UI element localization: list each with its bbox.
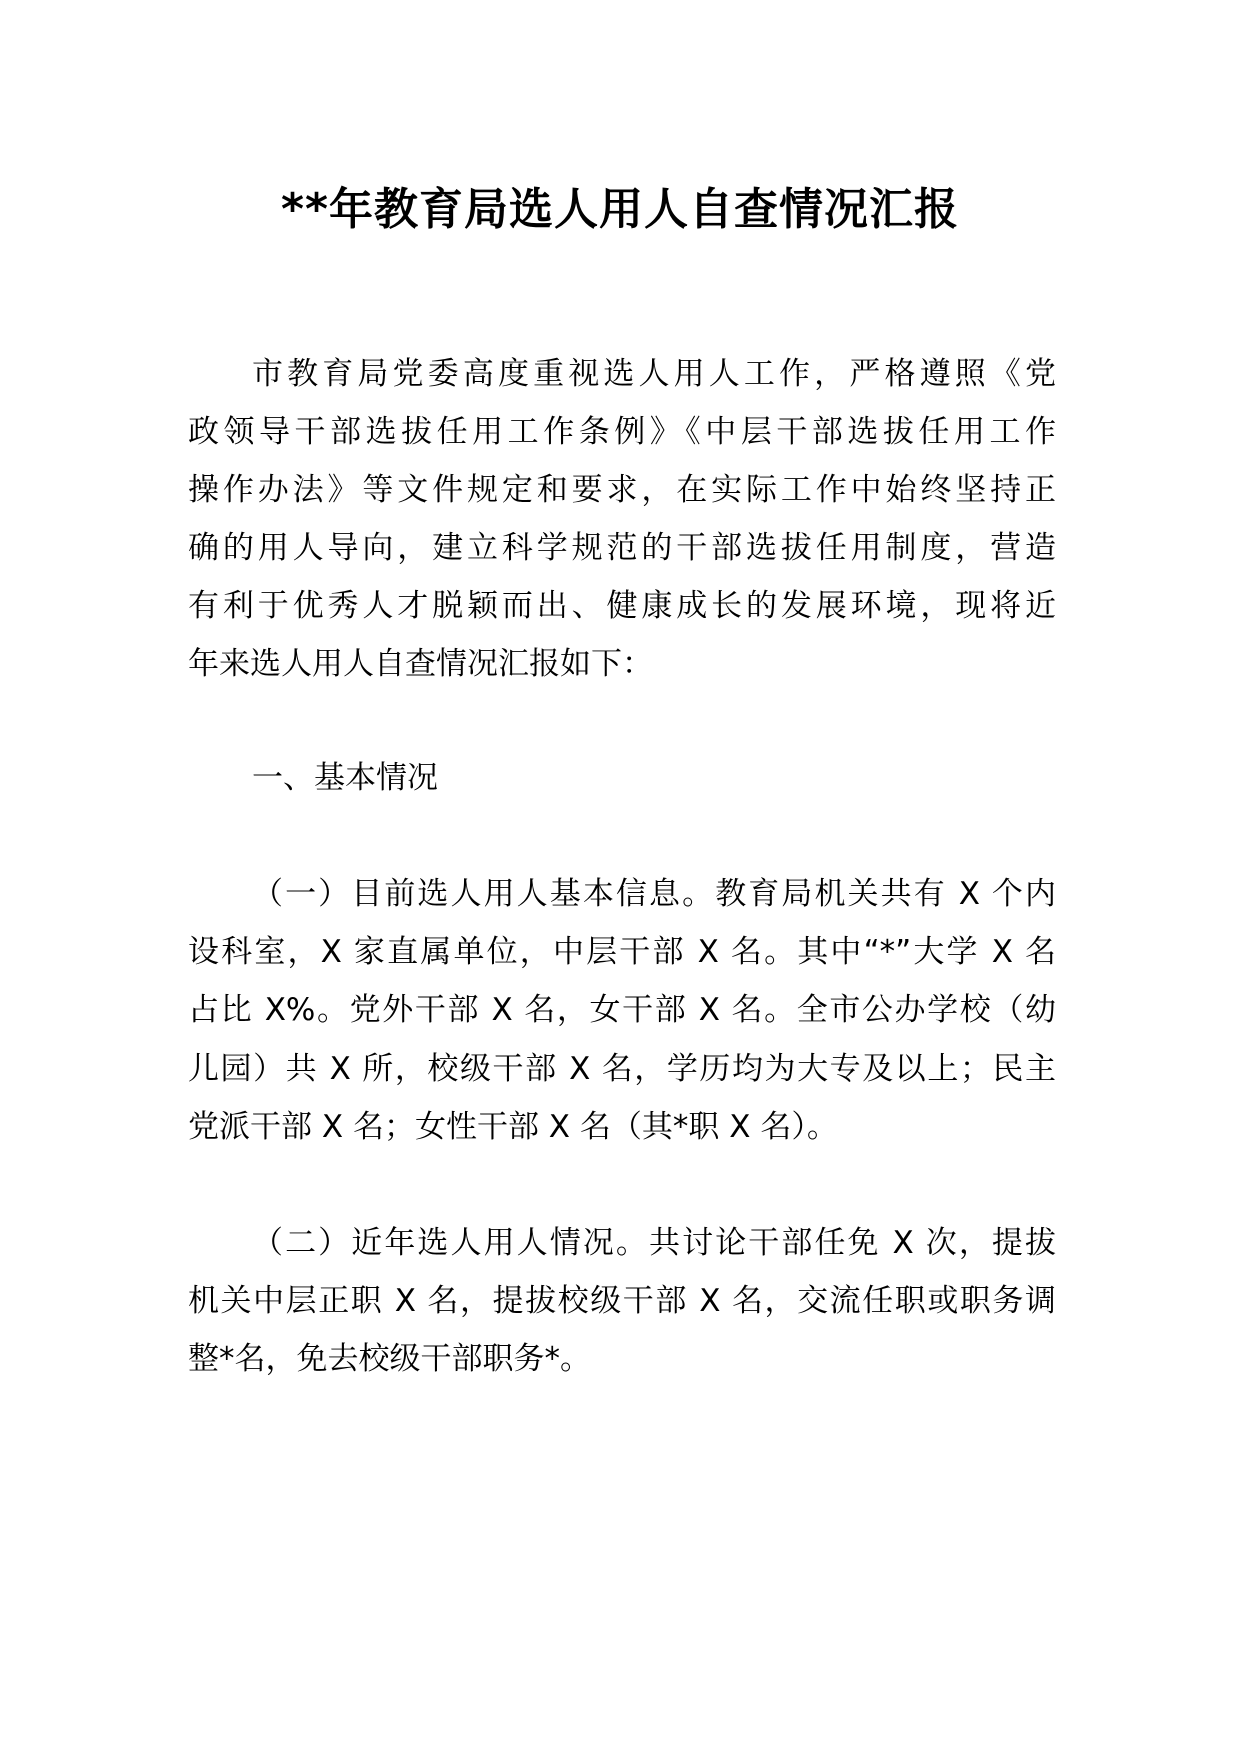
- document-title: **年教育局选人用人自查情况汇报: [280, 184, 960, 235]
- intro-line-3: 操作办法》等文件规定和要求，在实际工作中始终坚持正: [188, 472, 1056, 508]
- appointments-line-2: 机关中层正职 X 名，提拔校级干部 X 名，交流任职或职务调: [188, 1283, 1056, 1319]
- appointments-line-3: 整*名，免去校级干部职务*。: [188, 1341, 591, 1377]
- basic-info-line-3: 占比 X%。党外干部 X 名，女干部 X 名。全市公办学校（幼: [188, 992, 1056, 1028]
- basic-info-line-5: 党派干部 X 名；女性干部 X 名（其*职 X 名）。: [188, 1109, 838, 1145]
- intro-line-2: 政领导干部选拔任用工作条例》《中层干部选拔任用工作: [188, 414, 1056, 450]
- basic-info-line-2: 设科室，X 家直属单位，中层干部 X 名。其中“*”大学 X 名: [188, 934, 1056, 970]
- intro-line-1: 市教育局党委高度重视选人用人工作，严格遵照《党: [252, 356, 1056, 392]
- intro-line-6: 年来选人用人自查情况汇报如下：: [188, 646, 653, 682]
- section-heading-basic-situation: 一、基本情况: [252, 760, 438, 796]
- basic-info-line-1: （一）目前选人用人基本信息。教育局机关共有 X 个内: [252, 876, 1056, 912]
- intro-line-4: 确的用人导向，建立科学规范的干部选拔任用制度，营造: [188, 530, 1056, 566]
- basic-info-line-4: 儿园）共 X 所，校级干部 X 名，学历均为大专及以上；民主: [188, 1051, 1056, 1087]
- intro-line-5: 有利于优秀人才脱颖而出、健康成长的发展环境，现将近: [188, 588, 1056, 624]
- appointments-line-1: （二）近年选人用人情况。共讨论干部任免 X 次，提拔: [252, 1225, 1056, 1261]
